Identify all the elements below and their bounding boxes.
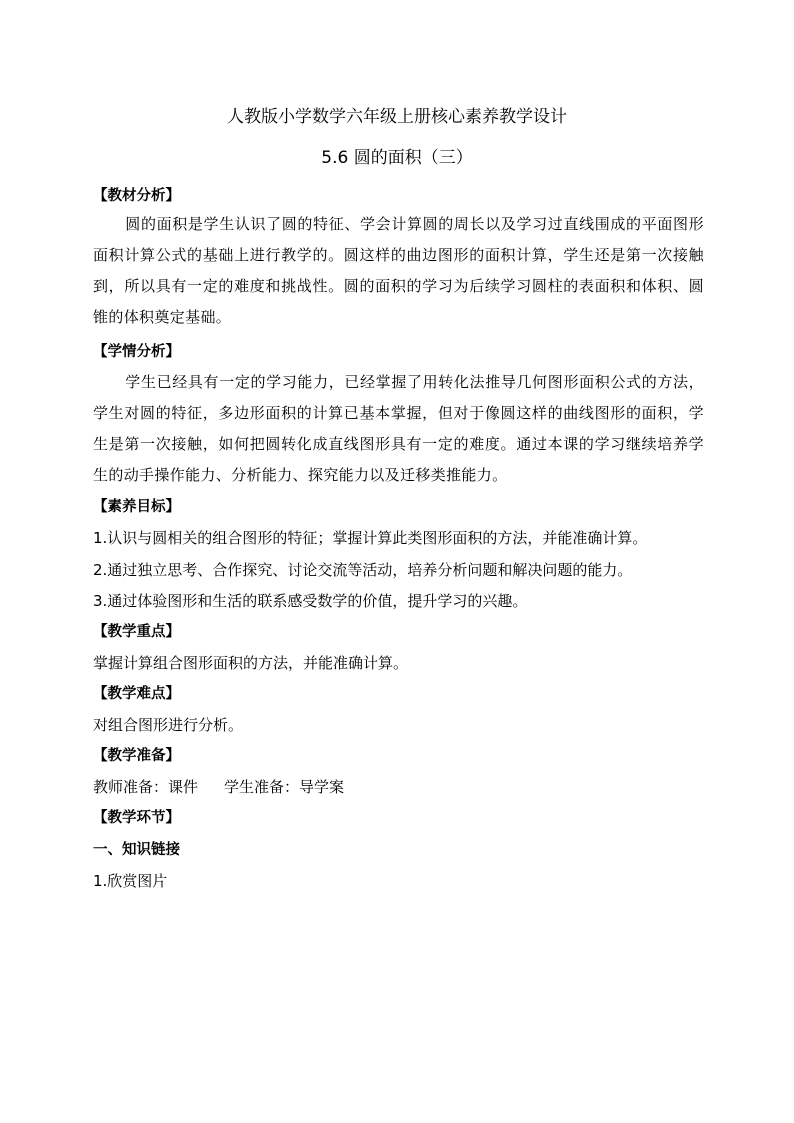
preparation-line <box>93 776 344 798</box>
student-analysis-text: 学生已经具有一定的学习能力，已经掌握了用转化法推导几何图形面积公式的方法，学生对圆的特征，多边形面积的计算已基本掌握，但对于像圆这样的曲线图形的面积，学生是第一次接触，如何把圆转化成直线图形具有一定的难度。通过本课的学习继续培养学生的动手操作能力、分析能力、探究能力以及迁移类推能力。 <box>93 373 704 484</box>
heading-literacy-goals: 【素养目标】 <box>93 499 180 515</box>
student-preparation: 学生准备：导学案 <box>224 778 345 796</box>
process-item: 1.欣赏图片 <box>93 872 168 890</box>
heading-preparation: 【教学准备】 <box>93 748 180 764</box>
paragraph-textbook-analysis <box>93 209 704 333</box>
document-title: 人教版小学数学六年级上册核心素养教学设计 <box>227 107 567 127</box>
heading-process: 【教学环节】 <box>93 810 180 826</box>
textbook-analysis-text: 圆的面积是学生认识了圆的特征、学会计算圆的周长以及学习过直线围成的平面图形面积计算公式的基础上进行教学的。圆这样的曲边图形的面积计算，学生还是第一次接触到，所以具有一定的难度和挑战性。圆的面积的学习为后续学习圆柱的表面积和体积、圆锥的体积奠定基础。 <box>93 215 704 326</box>
goal-item: 1.认识与圆相关的组合图形的特征；掌握计算此类图形面积的方法，并能准确计算。 <box>93 529 648 547</box>
subheading-knowledge-link: 一、知识链接 <box>93 842 180 858</box>
difficulties-text: 对组合图形进行分析。 <box>93 716 244 734</box>
key-points-text: 掌握计算组合图形面积的方法，并能准确计算。 <box>93 654 409 672</box>
teacher-preparation: 教师准备：课件 <box>93 778 199 796</box>
paragraph-student-analysis <box>93 367 704 491</box>
heading-key-points: 【教学重点】 <box>93 624 180 640</box>
heading-textbook-analysis: 【教材分析】 <box>93 188 180 204</box>
heading-student-analysis: 【学情分析】 <box>93 344 180 360</box>
goal-item: 3.通过体验图形和生活的联系感受数学的价值，提升学习的兴趣。 <box>93 592 528 610</box>
goal-item: 2.通过独立思考、合作探究、讨论交流等活动，培养分析问题和解决问题的能力。 <box>93 561 633 579</box>
lesson-title: 5.6 圆的面积（三） <box>321 148 473 168</box>
heading-difficulties: 【教学难点】 <box>93 686 180 702</box>
